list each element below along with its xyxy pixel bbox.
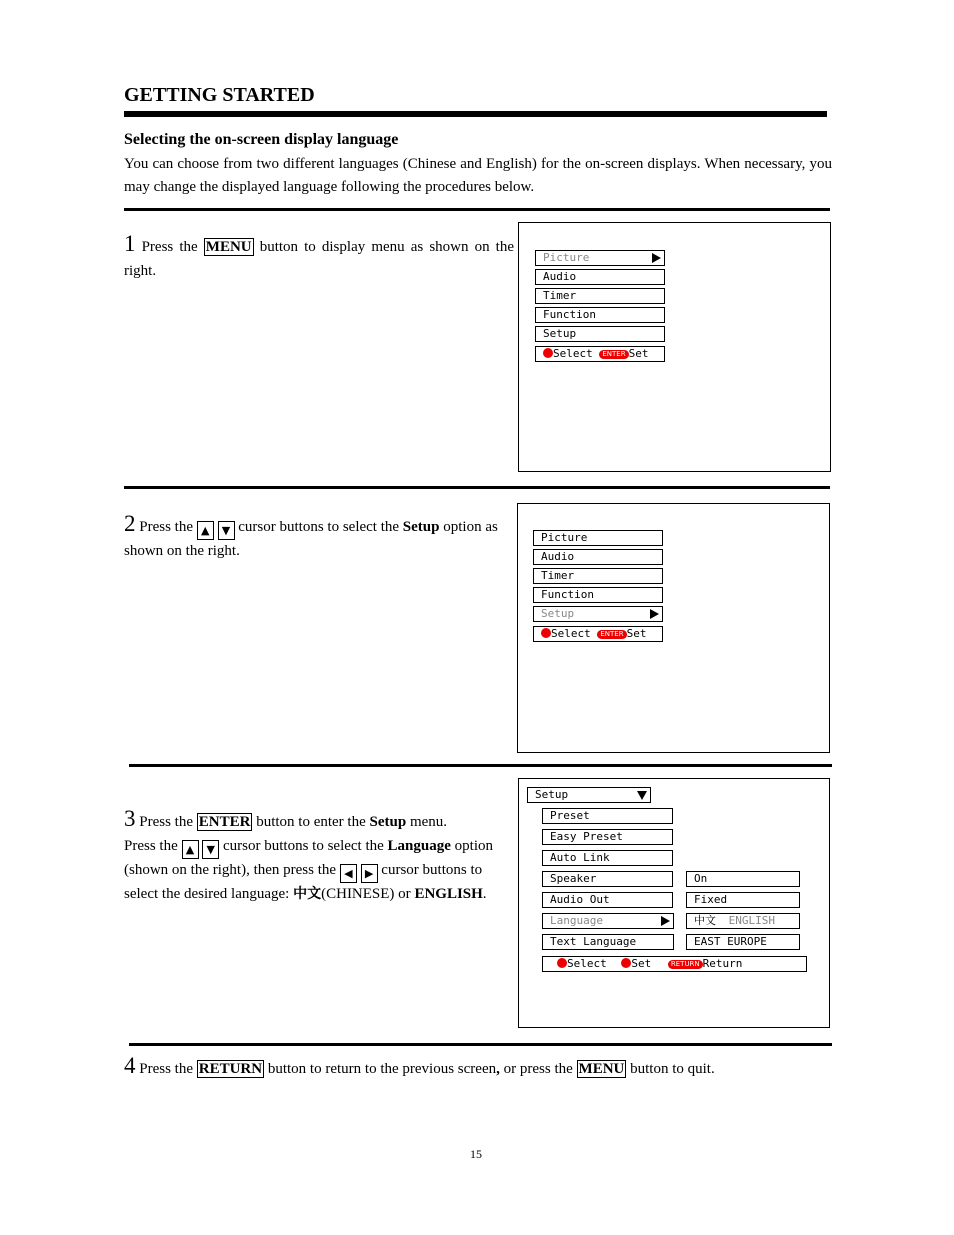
down-arrow-icon	[637, 791, 647, 800]
page-heading: GETTING STARTED	[124, 84, 315, 106]
step-3: 3 Press the ENTER button to enter the Setup menu. Press the ▲ ▼ cursor buttons to select the Language option (shown on the right), then press the ◀ ▶ cursor buttons to select the desired language: 中文(CHINESE) or ENGLISH.	[124, 806, 493, 902]
value-text-language[interactable]: EAST EUROPE	[686, 934, 800, 950]
select-icon	[543, 348, 553, 358]
enter-badge: ENTER	[599, 350, 628, 359]
left-arrow-key-icon: ◀	[340, 864, 357, 883]
up-arrow-key-icon: ▲	[197, 521, 214, 540]
up-arrow-key-icon: ▲	[182, 840, 199, 859]
menu-item-timer[interactable]: Timer	[535, 288, 665, 304]
menu-item-easy-preset[interactable]: Easy Preset	[542, 829, 673, 845]
menu-footer: Select ENTER Set	[533, 626, 663, 642]
menu-footer: Select ENTER Set	[535, 346, 665, 362]
divider-4	[129, 1043, 832, 1046]
menu-key: MENU	[205, 239, 252, 255]
menu-item-setup[interactable]: Setup	[533, 606, 663, 622]
enter-key: ENTER	[198, 814, 251, 830]
divider-1	[124, 208, 830, 211]
menu-item-language[interactable]: Language	[542, 913, 674, 929]
menu-item-audio[interactable]: Audio	[535, 269, 665, 285]
menu-screen-3	[518, 778, 830, 1028]
divider-3	[129, 764, 832, 767]
down-arrow-key-icon: ▼	[218, 521, 235, 540]
return-badge: RETURN	[668, 960, 703, 969]
step-2: 2 Press the ▲ ▼ cursor buttons to select the Setup option as shown on the right.	[124, 511, 498, 559]
step-number: 2	[124, 511, 136, 536]
menu-item-function[interactable]: Function	[533, 587, 663, 603]
menu-title-setup[interactable]: Setup	[527, 787, 651, 803]
heading-rule	[124, 111, 827, 117]
menu-item-audio-out[interactable]: Audio Out	[542, 892, 673, 908]
menu-screen-2	[517, 503, 830, 753]
menu-key: MENU	[578, 1061, 625, 1077]
menu-item-picture[interactable]: Picture	[533, 530, 663, 546]
down-arrow-key-icon: ▼	[202, 840, 219, 859]
value-audio-out[interactable]: Fixed	[686, 892, 800, 908]
menu-item-audio[interactable]: Audio	[533, 549, 663, 565]
menu-item-speaker[interactable]: Speaker	[542, 871, 673, 887]
page-number: 15	[470, 1147, 482, 1161]
step-number: 1	[124, 231, 136, 256]
select-icon	[541, 628, 551, 638]
set-icon	[621, 958, 631, 968]
menu-item-setup[interactable]: Setup	[535, 326, 665, 342]
menu-item-function[interactable]: Function	[535, 307, 665, 323]
step-number: 4	[124, 1053, 136, 1078]
return-key: RETURN	[198, 1061, 263, 1077]
step-number: 3	[124, 806, 136, 831]
value-speaker[interactable]: On	[686, 871, 800, 887]
intro-text: You can choose from two different languages (Chinese and English) for the on-screen displays. When necessary, you may change the displayed language following the procedures below.	[124, 156, 832, 195]
right-arrow-icon	[652, 253, 661, 263]
section-title: Selecting the on-screen display language	[124, 131, 399, 148]
menu-item-auto-link[interactable]: Auto Link	[542, 850, 673, 866]
step-4: 4 Press the RETURN button to return to the previous screen, or press the MENU button to quit.	[124, 1053, 715, 1078]
divider-2	[124, 486, 830, 489]
value-language[interactable]: 中文 ENGLISH	[686, 913, 800, 929]
menu-item-text-language[interactable]: Text Language	[542, 934, 674, 950]
right-arrow-icon	[650, 609, 659, 619]
menu-item-preset[interactable]: Preset	[542, 808, 673, 824]
menu-item-picture[interactable]: Picture	[535, 250, 665, 266]
select-icon	[557, 958, 567, 968]
right-arrow-key-icon: ▶	[361, 864, 378, 883]
menu-screen-1	[518, 222, 831, 472]
enter-badge: ENTER	[597, 630, 626, 639]
step-1: 1 Press the MENU button to display menu as shown on the right.	[124, 231, 514, 279]
right-arrow-icon	[661, 916, 670, 926]
menu-item-timer[interactable]: Timer	[533, 568, 663, 584]
menu-footer: Select Set RETURN Return	[542, 956, 807, 972]
